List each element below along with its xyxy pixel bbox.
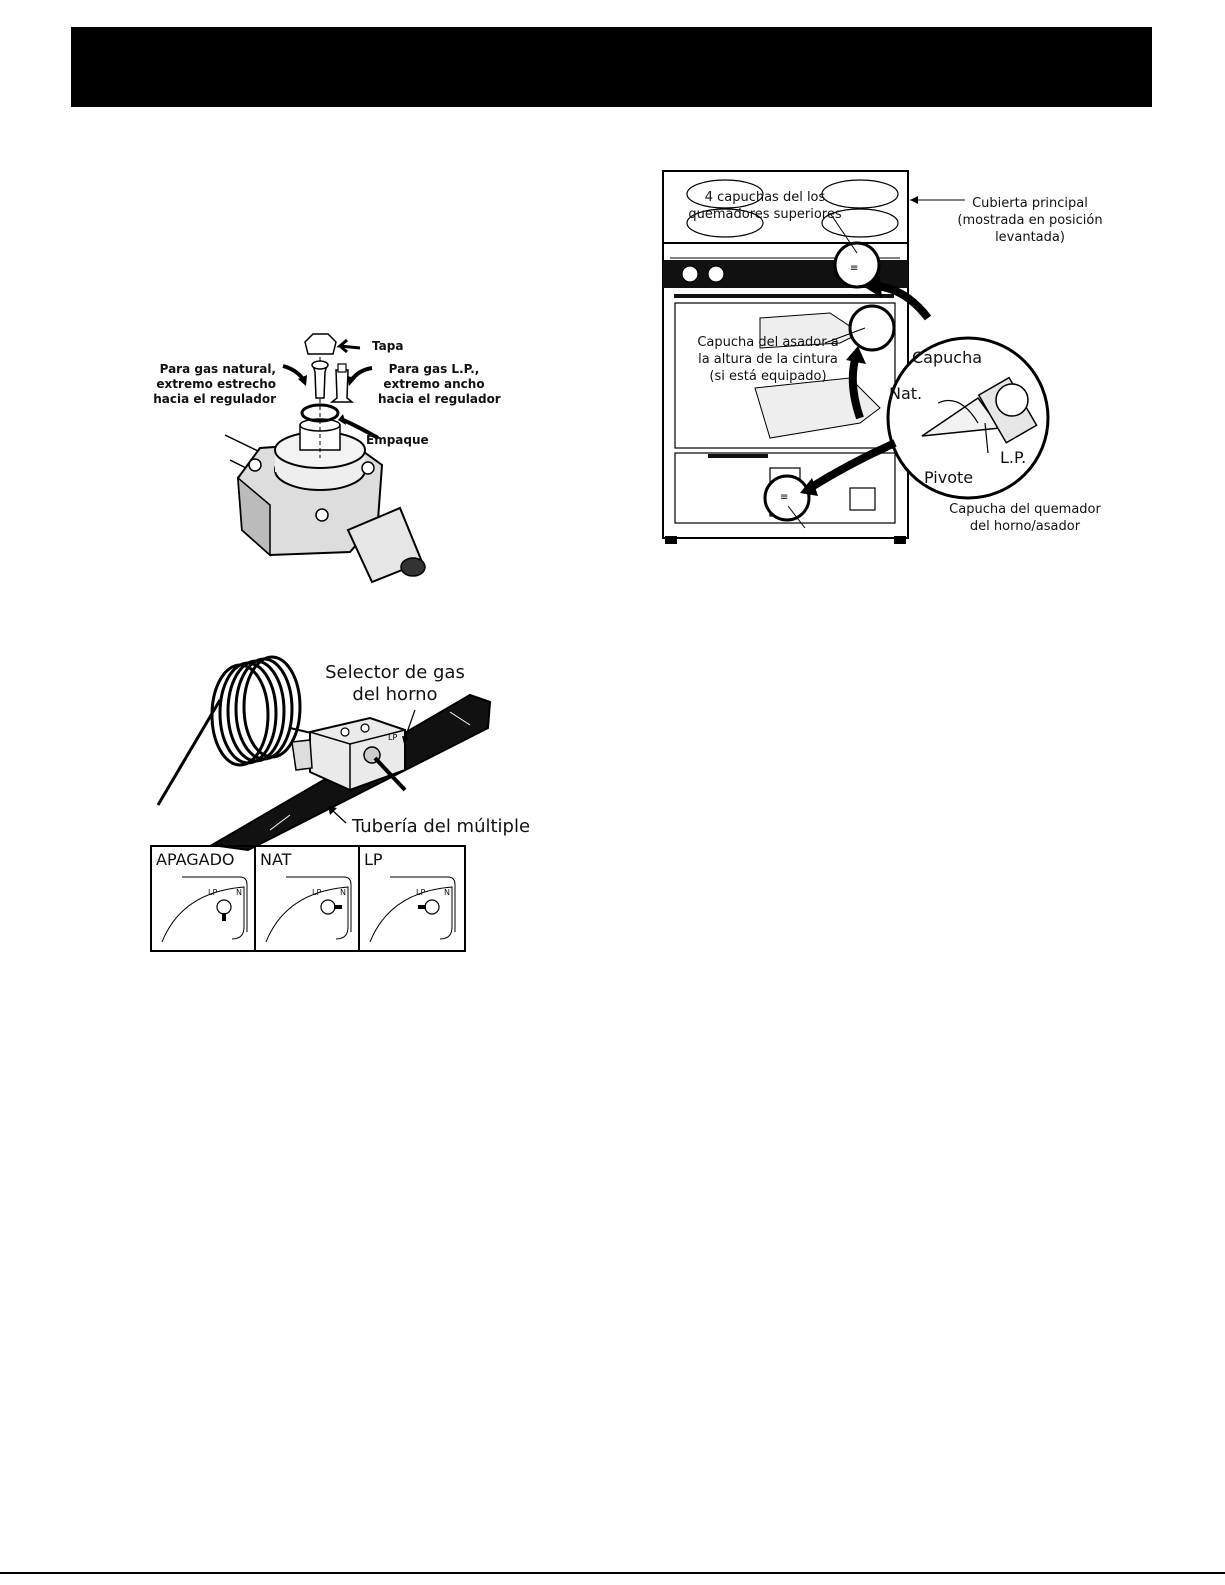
label-selector-1: Selector de gas bbox=[325, 662, 465, 683]
label-natural-1: Para gas natural, bbox=[159, 362, 276, 376]
dial-lp-label: LP bbox=[416, 888, 426, 897]
label-pivote: Pivote bbox=[924, 468, 974, 487]
label-cubierta-2: (mostrada en posición bbox=[957, 213, 1103, 228]
dial-n-label: N bbox=[236, 888, 242, 897]
label-capuchas-2: quemadores superiores bbox=[688, 207, 842, 222]
label-selector-2: del horno bbox=[352, 684, 438, 705]
selector-position-off bbox=[152, 847, 256, 950]
label-capuchas-1: 4 capuchas del los bbox=[704, 190, 826, 205]
header-bar bbox=[71, 27, 1152, 107]
label-asador-3: (si está equipado) bbox=[709, 369, 827, 384]
label-natural-2: extremo estrecho bbox=[156, 377, 276, 391]
label-cubierta-3: levantada) bbox=[995, 230, 1065, 245]
label-capucha: Capucha bbox=[912, 348, 983, 367]
position-label: APAGADO bbox=[156, 850, 235, 869]
label-asador-1: Capucha del asador a bbox=[697, 335, 839, 350]
label-lp-3: hacia el regulador bbox=[378, 392, 501, 406]
svg-text:≡: ≡ bbox=[780, 492, 789, 503]
dial-n-label: N bbox=[340, 888, 346, 897]
label-cubierta-1: Cubierta principal bbox=[972, 196, 1088, 211]
label-lp-2: extremo ancho bbox=[383, 377, 485, 391]
dial-lp-label: LP bbox=[312, 888, 322, 897]
label-lp-1: Para gas L.P., bbox=[388, 362, 480, 376]
label-tapa: Tapa bbox=[372, 339, 404, 353]
label-tuberia: Tubería del múltiple bbox=[352, 816, 531, 837]
selector-position-nat bbox=[256, 847, 360, 950]
label-nat: Nat. bbox=[889, 384, 923, 403]
dial-lp-label: LP bbox=[208, 888, 218, 897]
svg-text:LP: LP bbox=[388, 733, 398, 742]
position-label: NAT bbox=[260, 850, 292, 869]
footer-rule bbox=[0, 1572, 1225, 1574]
label-asador-2: la altura de la cintura bbox=[698, 352, 838, 367]
label-horno-2: del horno/asador bbox=[969, 519, 1081, 534]
label-horno-1: Capucha del quemador bbox=[949, 502, 1101, 517]
dial-n-label: N bbox=[444, 888, 450, 897]
label-empaque: Empaque bbox=[366, 433, 429, 447]
position-label: LP bbox=[364, 850, 383, 869]
svg-text:≡: ≡ bbox=[850, 263, 859, 274]
label-natural-3: hacia el regulador bbox=[153, 392, 276, 406]
selector-position-lp bbox=[360, 847, 464, 950]
selector-positions-box bbox=[150, 845, 466, 952]
label-lp: L.P. bbox=[1000, 448, 1027, 467]
